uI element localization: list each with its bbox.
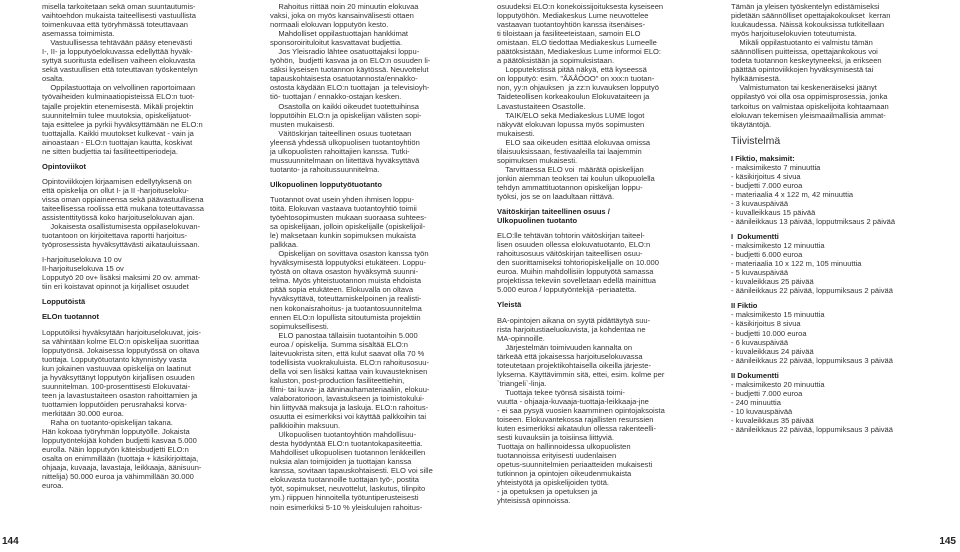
text-column-2: [270, 2, 433, 512]
text-line: ja ulkopuolisten rahoittajien kanssa. Tutki-: [270, 146, 410, 156]
text-line: nen kokonaisrahoitus- ja tuotantosuunnitelma: [270, 303, 422, 313]
section-heading: I Dokumentti: [731, 232, 779, 242]
text-line: - budjetti 7.000 euroa: [731, 388, 803, 398]
text-line: - äänileikkaus 22 päivää, loppumiksaus 3 päivää: [731, 355, 893, 365]
text-line: kaluston, post-production fasiliteettiehin,: [270, 375, 405, 385]
text-line: Oppilastuottaja on velvollinen raportoimaan: [42, 83, 196, 93]
text-line: työt, sopimukset, neuvottelut, laskutus, tilinpito: [270, 484, 426, 494]
text-line: yhteisissä opinnoissa.: [497, 496, 571, 506]
text-line: lopputyönsä. Jokaisessa lopputyössä on oltava: [42, 345, 200, 355]
text-line: - kuvaleikkaus 24 päivää: [731, 346, 814, 356]
text-line: ennen ELO:n lopullista sitoutumista projektiin: [270, 312, 421, 322]
text-line: suunnitelmiin tulee muutoksia, opiskelijatuot-: [42, 110, 192, 120]
text-line: töitä. Elokuvan vastaava tuotantoyhtiö toimii: [270, 203, 417, 213]
text-line: laitevuokrista siten, että kulut saavat olla 70 %: [270, 348, 425, 358]
text-line: - käsikirjoitus 8 sivua: [731, 319, 801, 329]
text-line: euroa / opiskelija. Summa sisältää ELO:n: [270, 339, 409, 349]
text-line: - 240 minuuttia: [731, 397, 781, 407]
text-line: osalta on enimmillään (tuottaja + käsikirjoittaja,: [42, 454, 199, 464]
text-line: - maksimikesto 15 minuuttia: [731, 310, 825, 320]
text-line: - kuvaleikkaus 35 päivää: [731, 415, 814, 425]
text-line: palkkaa.: [270, 240, 299, 250]
text-line: della voi sen lisäksi kattaa vain kuvausteknisen: [270, 366, 428, 376]
text-line: Taideteollisen korkeakoulun Elokuvataiteen ja: [497, 92, 650, 102]
text-line: Tuottaja tekee työnsä sisäistä toimi-: [497, 387, 625, 397]
text-line: - maksimikesto 20 minuuttia: [731, 379, 825, 389]
text-line: Tämän ja yleisen työskentelyn edistämiseksi: [731, 2, 880, 11]
text-line: ohjaaja, kuvaaja, lavastaja, leikkaaja, äänisuun-: [42, 463, 202, 473]
text-line: tehdyn ammattituotannon opiskelijan loppu-: [497, 182, 643, 192]
text-line: nuksia alan toimijoiden ja tuottajan kanssa: [270, 457, 412, 467]
text-line: ELO saa oikeuden esittää elokuvaa omissa: [497, 137, 651, 147]
text-line: `triangeli`-linja.: [497, 378, 547, 388]
section-heading: Väitöskirjan taiteellinen osuus /: [497, 207, 610, 217]
text-line: mussuunnitelmaan on liitettävä hyväksyttävä: [270, 155, 420, 165]
text-line: pitää sopia etukäteen. Elokuvalla on oltava: [270, 285, 414, 295]
text-line: tiö- tuottajan / ennakko-ostajan kesken.: [270, 92, 402, 102]
section-heading: ELOn tuotannot: [42, 312, 100, 322]
text-line: sopimuksellisesti.: [270, 321, 329, 331]
text-line: Vastuullisessa tehtävään pääsy etenevästi: [42, 38, 193, 48]
text-line: sa vähintään kolme ELO:n opiskelijaa suorittaa: [42, 336, 199, 346]
text-line: ostosta käydään ELO:n tuottajan ja televisioyh-: [270, 83, 430, 93]
text-line: - maksimikesto 7 minuuttia: [731, 162, 821, 172]
text-line: - äänileikkaus 22 päivää, loppumiksaus 3 päivää: [731, 424, 893, 434]
section-heading: II Dokumentti: [731, 370, 779, 380]
text-line: Lopputöiksi hyväksytään harjoituselokuvat, jois-: [42, 327, 201, 337]
text-line: toimenkuvaa että työryhmässä toteuttavaan: [42, 20, 188, 30]
text-column-1: [42, 2, 204, 490]
text-line: - 6 kuvauspäivää: [731, 337, 789, 347]
text-line: le) maksetaan kunkin sopimuksen mukaista: [270, 231, 416, 241]
text-line: Raha on tuotanto-opiskelijan takana.: [42, 417, 173, 427]
text-line: Lopputyö 20 ov+ lisäksi maksimi 20 ov. ammat-: [42, 273, 201, 283]
text-line: kuten esimerkiksi aikataulun ollessa rakenteelli-: [497, 424, 656, 434]
text-line: vaksi, joka on myös kansainvälisesti ottaen: [270, 11, 414, 21]
text-line: syttyä suoritusta edellisen vaiheen elokuvasta: [42, 56, 196, 66]
text-line: - kuvalleikkaus 15 päivää: [731, 207, 816, 217]
text-line: että opiskelija on ollut I- ja II -harjoituseloku-: [42, 185, 189, 195]
section-heading: Ulkopuolinen tuotanto: [497, 216, 578, 226]
text-column-4: [731, 2, 895, 434]
text-line: myös harjoituselokuvien toteutumista.: [731, 29, 857, 39]
text-line: a päätöksistään ja sopimuksistaan.: [497, 56, 615, 66]
text-line: Opintoviikkojen kirjaamisen edellytyksenä on: [42, 176, 192, 186]
text-line: päättää opintoviikkojen hyväksymisestä tai: [731, 65, 874, 75]
text-line: teen ja lavastustaiteen osaston rahoittamien ja: [42, 390, 198, 400]
text-line: Jos Yleisradio lähtee osatuottajaksi loppu-: [270, 47, 420, 57]
text-line: non, yy:n ohjauksen ja zz:n kuvauksen lopputyö: [497, 83, 659, 93]
text-line: toiseen. Elokuvantekossa rajallisten resurssien: [497, 415, 654, 425]
text-line: todellisista vuokrakuluista. ELO:n rahoitusosuu-: [270, 357, 429, 367]
text-line: Mahdolliset ulkopuolisen tuotannon lenkkeillen: [270, 448, 426, 458]
text-line: Ulkopuolisen tuotantoyhtiön mahdollisuu-: [270, 430, 416, 440]
text-line: valaboratorioon, lavastukseen ja toimistokului-: [270, 393, 425, 403]
text-line: työstä on oltava osaston hyväksymä suunni-: [270, 267, 419, 277]
text-line: - äänileikkaus 22 päivää, loppumiksaus 2 päivää: [731, 286, 893, 296]
text-line: sponsoroirituloitut kasvattavat budjettia.: [270, 38, 403, 48]
text-line: ym.) riippuen hinnoitella työtuntiperusteisesti: [270, 493, 419, 503]
text-line: tuottaja. Lopputyötuotanto käynnistyy vasta: [42, 354, 187, 364]
text-line: den suorittamiseksi tohtoriopiskelijalle on 10.000: [497, 258, 659, 268]
text-line: - budjetti 10.000 euroa: [731, 328, 807, 338]
text-line: - kuvaleikkaus 25 päivää: [731, 277, 814, 287]
text-line: säännöllisen puitteissa, opettajankokous voi: [731, 47, 878, 57]
text-line: I-, II- ja lopputyöelokuvassa edellyttää hyväk-: [42, 47, 193, 57]
text-line: 5.000 euroa / lopputyöntekijä -periaatetta.: [497, 285, 637, 295]
text-line: työhön, budjetti kasvaa ja on ELO:n osuuden li-: [270, 56, 431, 66]
text-line: - ja opetuksen ja opetuksen ja: [497, 487, 598, 497]
text-line: MA-opinnoille.: [497, 333, 545, 343]
text-line: - 5 kuvauspäivää: [731, 268, 789, 278]
text-line: ELO:lle tehtävän tohtorin väitöskirjan taiteel-: [497, 231, 645, 241]
text-line: vissa oman oppiaineensa sekä päävastuullisena: [42, 194, 204, 204]
text-line: euroa. Muihin mahdollisiin lopputyötä samassa: [497, 267, 654, 277]
text-line: BA-opintojen aikana on syytä pidättäytyä suu-: [497, 315, 651, 325]
text-line: tuotanto- ja rahoitussuunnitelma.: [270, 164, 380, 174]
text-line: hin liittyvää maksuja ja laskuja. ELO:n rahoitus-: [270, 403, 429, 413]
text-line: nittelija) 50.000 euroa ja vähimmillään 30.000: [42, 472, 194, 482]
text-line: Valmistumaton tai keskeneräiseksi jäänyt: [731, 83, 877, 93]
text-line: Hän kokoaa työryhmän lopputyölle. Jokaista: [42, 427, 190, 437]
text-line: työvaiheiden kulminaatiopisteissä ELO:n tuot-: [42, 92, 195, 102]
text-line: oppilastyö voi olla osa oppimisprosessia, jonka: [731, 92, 888, 102]
text-line: lopputyöntekijää kohden budjetti kasvaa 5.000: [42, 436, 197, 446]
text-line: merkitään 30.000 euroa.: [42, 408, 124, 418]
text-column-3: [497, 2, 665, 505]
text-line: rista harjoitustiaeluokuvista, ja kohdentaa ne: [497, 324, 646, 334]
text-line: opetus-suunnitelmien periaatteiden mukaisesti: [497, 460, 653, 470]
text-line: - ei saa pysyä vuosien kaamminen opintojaksoista: [497, 405, 665, 415]
text-line: hylkäämisestä.: [731, 74, 781, 84]
text-line: sekä vastuullisen että toteuttavan työskentelyn: [42, 65, 198, 75]
text-line: musten mukaisesti.: [270, 119, 335, 129]
text-line: Osastolla on kaikki oikeudet tuotettuihinsa: [270, 101, 419, 111]
text-line: ne sitten budjettia tai fasiliteettiperiodeja.: [42, 146, 178, 156]
section-heading: Opintoviikot: [42, 161, 87, 171]
text-line: vuutta - ohjaaja-kuvaaja-tuottaja-leikkaaja-jne: [497, 396, 649, 406]
text-line: tärkeää että jokaisessa harjoituselokuvassa: [497, 351, 643, 361]
text-line: kun jokainen vastuuvaa opiskelija on laatinut: [42, 363, 191, 373]
text-line: filmi- tai kuva- ja ääninauhamateriaaliin, elokuu-: [270, 384, 430, 394]
text-line: tajalle projektin etenemisestä. Mikäli projektin: [42, 101, 194, 111]
text-line: lykserna. Käyttävimmin sitä, ettei, esim. kolme per: [497, 369, 665, 379]
text-line: näkyvät elokuvan lopussa myös sopimusten: [497, 119, 645, 129]
text-line: - äänileikkaus 13 päivää, lopputmiksaus 2 päivää: [731, 216, 896, 226]
text-line: - materiaalia 10 x 122 m, 105 minuuttia: [731, 259, 862, 269]
text-line: I-harjoituselokuva 10 ov: [42, 255, 122, 265]
text-line: Mahdolliset oppilastuottajan hankkimat: [270, 29, 409, 39]
text-line: Väitöskirjan taiteellinen osuus tuotetaan: [270, 128, 412, 138]
text-line: tutkinnon ja opintojen oikeudenmukaista: [497, 469, 632, 479]
text-line: sa opiskelijaan, jolloin opiskelijalle (opiskelijoil-: [270, 222, 426, 232]
text-line: tuotannoissa erityisesti uudenlaisen: [497, 451, 617, 461]
text-line: osalta.: [42, 74, 65, 84]
text-line: tilaisuuksissaan, festivaaleilla tai laajemmin: [497, 146, 642, 156]
text-line: Järjestelmän toimivuuden kannalta on: [497, 342, 633, 352]
text-line: hyväksyttävä, toteuttamiskelpoinen ja realisti-: [270, 294, 422, 304]
text-line: Tarvittaessa ELO voi määrätä opiskelijan: [497, 164, 644, 174]
text-line: ja hyväksyttänyt lopputyön kirjallisen osuuden: [42, 372, 195, 382]
section-heading: Ulkopuolinen lopputyötuotanto: [270, 179, 382, 189]
text-line: palkkioihin maksuun.: [270, 421, 341, 431]
text-line: telma. Myös yhteistuotannon muista ehdoista: [270, 276, 422, 286]
text-line: kuukaudessa. Näissä kokouksissa tutkitellaan: [731, 20, 885, 30]
text-line: tiin eri koistavat opinnot ja kirjalliset osuudet: [42, 282, 189, 292]
text-line: lopputyöhön. Mediakeskus Lume neuvottelee: [497, 11, 649, 21]
section-heading: Yleistä: [497, 300, 522, 310]
text-line: tuottajalla. Kaikki muutokset kulkevat - vain ja: [42, 128, 194, 138]
text-line: yleensä yhdessä ulkopuolisen tuotantoyhtiön: [270, 137, 420, 147]
text-line: misella tarkoitetaan sekä oman suuntautumis-: [42, 2, 196, 11]
text-line: - 3 kuvauspäivää: [731, 198, 789, 208]
text-line: Jokaisesta osallistumisesta oppilaselokuvan-: [42, 222, 201, 232]
text-line: euroa.: [42, 481, 64, 491]
text-line: Rahoitus riittää noin 20 minuutin elokuvaa: [270, 2, 419, 11]
text-line: työprosessista hyväksyttävästi aikatauluissaan.: [42, 240, 200, 250]
text-line: Tuottaja on hallinnoidessa ulkopuolisten: [497, 442, 631, 452]
section-heading: Lopputöistä: [42, 297, 86, 307]
text-line: osuutta ei esimerkiksi voi käyttää palkkoihin tai: [270, 412, 427, 422]
text-line: lopputöihin ELO:n ja opiskelijan välisten sopi-: [270, 110, 422, 120]
text-line: taja esittelee ja pyrkii hyväksyttämään ne ELO:n: [42, 119, 203, 129]
text-line: pidetään säännölliset opettajakokoukset kerran: [731, 11, 891, 21]
text-line: sesti kuvauksiin ja toisiinsa liittyviä.: [497, 433, 615, 443]
text-line: sopimuksen mukaisesti.: [497, 155, 578, 165]
text-line: omistaan. ELO tiedottaa Mediakeskus Lumeelle: [497, 38, 657, 48]
text-line: tikäytäntöjä.: [731, 119, 772, 129]
text-line: tapauskohtaisesta osatuotannosta/ennakko-: [270, 74, 418, 84]
text-line: projektissa tekeviin sovelletaan edellä mainittua: [497, 276, 656, 286]
page-number-left: 144: [2, 536, 19, 547]
text-line: vastaavan tuotantoyhtiön kanssa itsenäises-: [497, 20, 646, 30]
text-line: mukaisesti.: [497, 128, 535, 138]
text-line: toteutetaan projektikohtaisella oikeilla järjeste-: [497, 360, 651, 370]
text-line: - budjetti 7.000 euroa: [731, 180, 803, 190]
text-line: työksi, jos se on laadultaan riittävä.: [497, 191, 615, 201]
text-line: vaihtoehdon mukaista taiteellisesti vastuullista: [42, 11, 196, 21]
text-line: päätöksistään, Mediakeskus Lume informoi ELO:: [497, 47, 662, 57]
section-heading: II Fiktio: [731, 301, 758, 311]
text-line: noin esimerkiksi 5-10 % yleiskulujen rahoitus-: [270, 502, 423, 512]
text-line: Opiskelijan on sovittava osaston kanssa työn: [270, 249, 429, 259]
text-line: jonkin aiemman teoksen tai koulun ulkopuolella: [497, 173, 655, 183]
text-line: tuottamien lopputöiden perusrahaksi korva-: [42, 399, 187, 409]
text-line: osuudeksi ELO:n konekoissijoituksesta kyseiseen: [497, 2, 664, 11]
section-heading: I Fiktio, maksimit:: [731, 153, 795, 163]
page-number-right: 145: [939, 536, 956, 547]
text-line: assistenttityössä koko harjoituselokuvan ajan.: [42, 213, 195, 223]
text-line: - maksimikesto 12 minuuttia: [731, 241, 825, 251]
text-line: Tuotannot ovat usein yhden ihmisen loppu-: [270, 194, 415, 204]
text-line: työehtosopimusten mukaan suoraasa suhtees-: [270, 213, 427, 223]
text-line: tuotantoon on kirjoitettava raportti harjoitus-: [42, 231, 188, 241]
text-line: hyväksymisestä lopputyöksi etukäteen. Loppu-: [270, 258, 427, 268]
text-line: II-harjoituselokuva 15 ov: [42, 264, 124, 274]
text-line: - 10 kuvauspäivää: [731, 406, 793, 416]
text-line: taiteellisessa roolissa että mukana toteuttavassa: [42, 203, 204, 213]
section-heading: Tiivistelmä: [731, 134, 781, 147]
text-line: säksi kyseisen tuotannon käytössä. Neuvottelut: [270, 65, 429, 75]
text-line: Lopputekstissä pitää näkyä, että kyseessä: [497, 65, 647, 75]
text-line: Mikäli oppilastuotanto ei valmistu tämän: [731, 38, 873, 48]
text-line: - käsikirjoitus 4 sivua: [731, 171, 801, 181]
text-line: rahoitusosuus väitöskirjan taiteellisen osuu-: [497, 249, 643, 259]
text-line: TAIK/ELO sekä Mediakeskus LUME logot: [497, 110, 645, 120]
text-line: Lavastustaiteen Osastolle.: [497, 101, 586, 111]
text-line: on lopputyö: esim. "ÅÄÅÖOO" on xxx:n tuotan-: [497, 74, 655, 84]
text-line: - budjetti 6.000 euroa: [731, 250, 803, 260]
text-line: ti tiloistaan ja fasiliteeteistaan, samoin ELO: [497, 29, 641, 39]
text-line: - materiaalia 4 x 122 m, 42 minuuttia: [731, 189, 854, 199]
text-line: asemassa toimimista.: [42, 29, 115, 39]
text-line: elokuvasta tuotannoille tuottajan työ-, postita: [270, 475, 419, 485]
text-line: ELO panostaa tällaisiin tuotantoihin 5.000: [270, 330, 418, 340]
text-line: desta hyödyntää ELO:n tuotantokapasiteettia.: [270, 439, 423, 449]
text-line: suunnitelman. 100-prosenttisesti Elokuvatai-: [42, 381, 191, 391]
text-line: kanssa, sovitaan tapauskohtaisesti. ELO voi sille: [270, 466, 433, 476]
text-line: todeta tuotannon keskeytyneeksi, ja erikseen: [731, 56, 882, 66]
text-line: yhteistyötä ja opiskelijoiden työtä.: [497, 478, 610, 488]
text-line: lisen osuuden ollessa elokuvatuotanto, ELO:n: [497, 240, 651, 250]
text-line: ainoastaan - ELO:n tuottajan kautta, koskivat: [42, 137, 193, 147]
text-line: normaali elokuvan lopputyön kesto.: [270, 20, 389, 30]
text-line: elokuvan tekemisen yleismaailmallisia ammat-: [731, 110, 886, 120]
text-line: tarkoitus on valmistaa opiskelijoita kohtaamaan: [731, 101, 889, 111]
text-line: eurolla. Näin lopputyön käteisbudjetti ELO:n: [42, 445, 189, 455]
